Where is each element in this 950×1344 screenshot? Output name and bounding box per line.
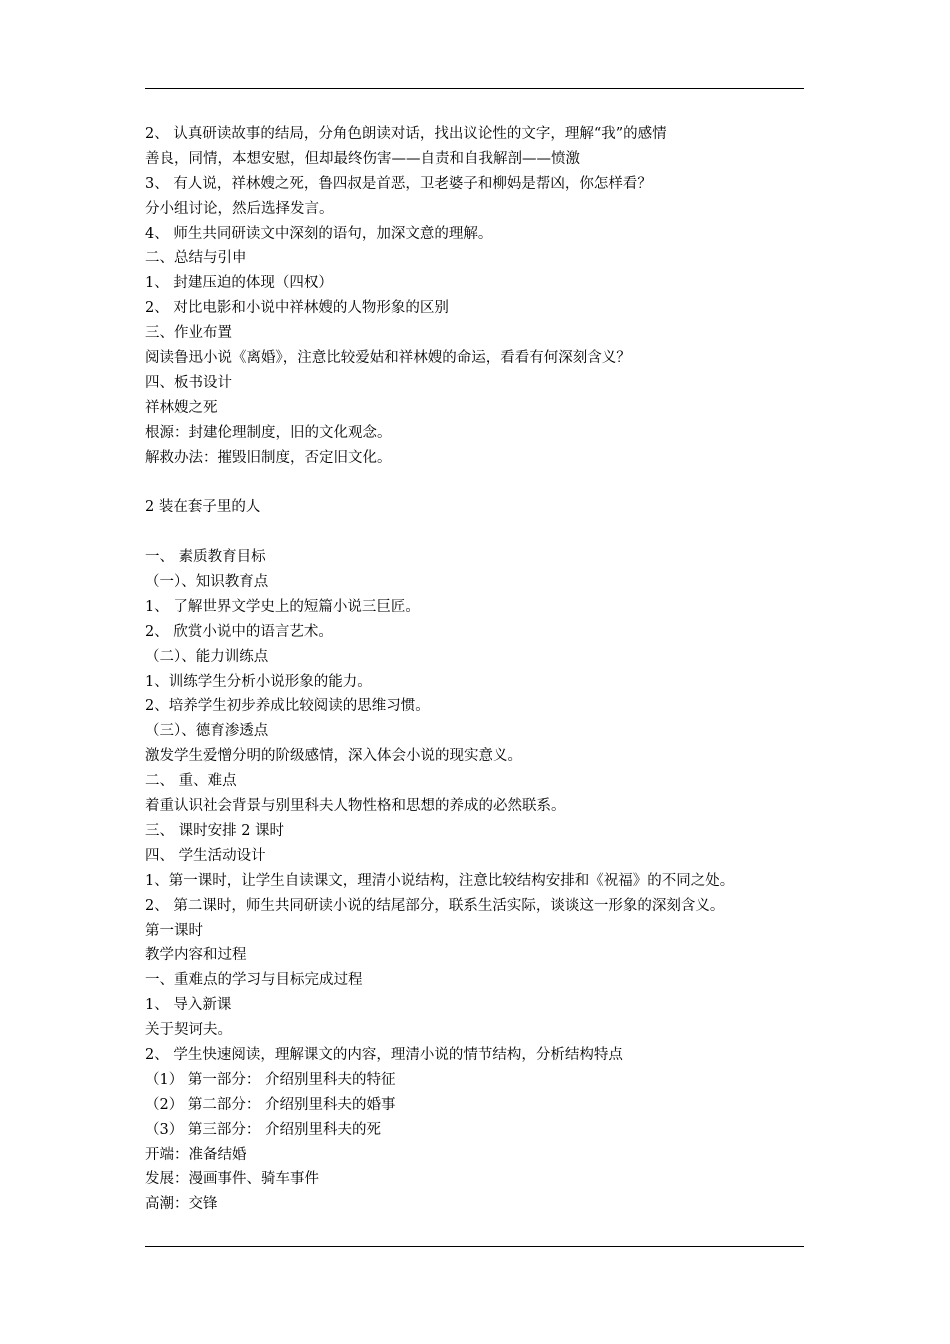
text-line: 1、 了解世界文学史上的短篇小说三巨匠。 <box>145 598 420 615</box>
text-line: 2、培养学生初步养成比较阅读的思维习惯。 <box>145 698 430 715</box>
header-rule <box>145 88 804 89</box>
section-heading: 一、 素质教育目标 <box>145 549 266 566</box>
text-line: 根源：封建伦理制度，旧的文化观念。 <box>145 424 392 441</box>
text-line: 发展：漫画事件、骑车事件 <box>145 1171 319 1188</box>
text-line: 1、训练学生分析小说形象的能力。 <box>145 673 372 690</box>
text-line: 2、 对比电影和小说中祥林嫂的人物形象的区别 <box>145 300 449 317</box>
text-line: 激发学生爱憎分明的阶级感情，深入体会小说的现实意义。 <box>145 748 522 765</box>
section-heading: 四、 学生活动设计 <box>145 847 266 864</box>
text-line: 1、第一课时，让学生自读课文，理清小说结构，注意比较结构安排和《祝福》的不同之处。 <box>145 872 735 889</box>
text-line: 2、 欣赏小说中的语言艺术。 <box>145 623 333 640</box>
text-line: 关于契诃夫。 <box>145 1022 232 1039</box>
text-line: 开端：准备结婚 <box>145 1146 247 1163</box>
subsection-heading: （三）、德育渗透点 <box>145 723 269 740</box>
text-line: 教学内容和过程 <box>145 947 247 964</box>
document-body <box>145 122 825 1217</box>
text-line: 1、 封建压迫的体现（四权） <box>145 275 333 292</box>
text-line: （2） 第二部分： 介绍别里科夫的婚事 <box>145 1096 396 1113</box>
text-line: 高潮：交锋 <box>145 1196 218 1213</box>
subsection-heading: （二）、能力训练点 <box>145 648 269 665</box>
section-heading: 四、板书设计 <box>145 374 232 391</box>
text-line: 善良，同情，本想安慰，但却最终伤害——自责和自我解剖——愤激 <box>145 150 580 167</box>
subsection-heading: （一）、知识教育点 <box>145 574 269 591</box>
section-heading: 三、作业布置 <box>145 325 232 342</box>
lesson-title: 2 装在套子里的人 <box>145 499 261 516</box>
text-line: 第一课时 <box>145 922 203 939</box>
footer-rule <box>145 1246 804 1247</box>
section-heading: 二、总结与引申 <box>145 250 247 267</box>
text-line: 着重认识社会背景与别里科夫人物性格和思想的养成的必然联系。 <box>145 798 566 815</box>
text-line: 2、 学生快速阅读，理解课文的内容，理清小说的情节结构，分析结构特点 <box>145 1046 623 1063</box>
text-line: 解救办法：摧毁旧制度，否定旧文化。 <box>145 449 392 466</box>
blank-line <box>145 520 825 545</box>
text-line: 祥林嫂之死 <box>145 399 218 416</box>
section-heading: 一、重难点的学习与目标完成过程 <box>145 972 363 989</box>
text-line: 2、 第二课时，师生共同研读小说的结尾部分，联系生活实际，谈谈这一形象的深刻含义。 <box>145 897 725 914</box>
section-heading: 二、 重、难点 <box>145 773 237 790</box>
text-line: 2、 认真研读故事的结局，分角色朗读对话，找出议论性的文字，理解“我”的感情 <box>145 126 667 142</box>
text-line: （3） 第三部分： 介绍别里科夫的死 <box>145 1121 381 1138</box>
text-line: 分小组讨论，然后选择发言。 <box>145 200 334 217</box>
text-line: 3、 有人说，祥林嫂之死，鲁四叔是首恶，卫老婆子和柳妈是帮凶，你怎样看？ <box>145 175 652 192</box>
text-line: 阅读鲁迅小说《离婚》，注意比较爱姑和祥林嫂的命运，看看有何深刻含义？ <box>145 350 631 367</box>
text-line: 1、 导入新课 <box>145 997 232 1014</box>
text-line: 4、 师生共同研读文中深刻的语句，加深文意的理解。 <box>145 225 493 242</box>
section-heading: 三、 课时安排 2 课时 <box>145 822 285 839</box>
text-line: （1） 第一部分： 介绍别里科夫的特征 <box>145 1071 396 1088</box>
blank-line <box>145 470 825 495</box>
